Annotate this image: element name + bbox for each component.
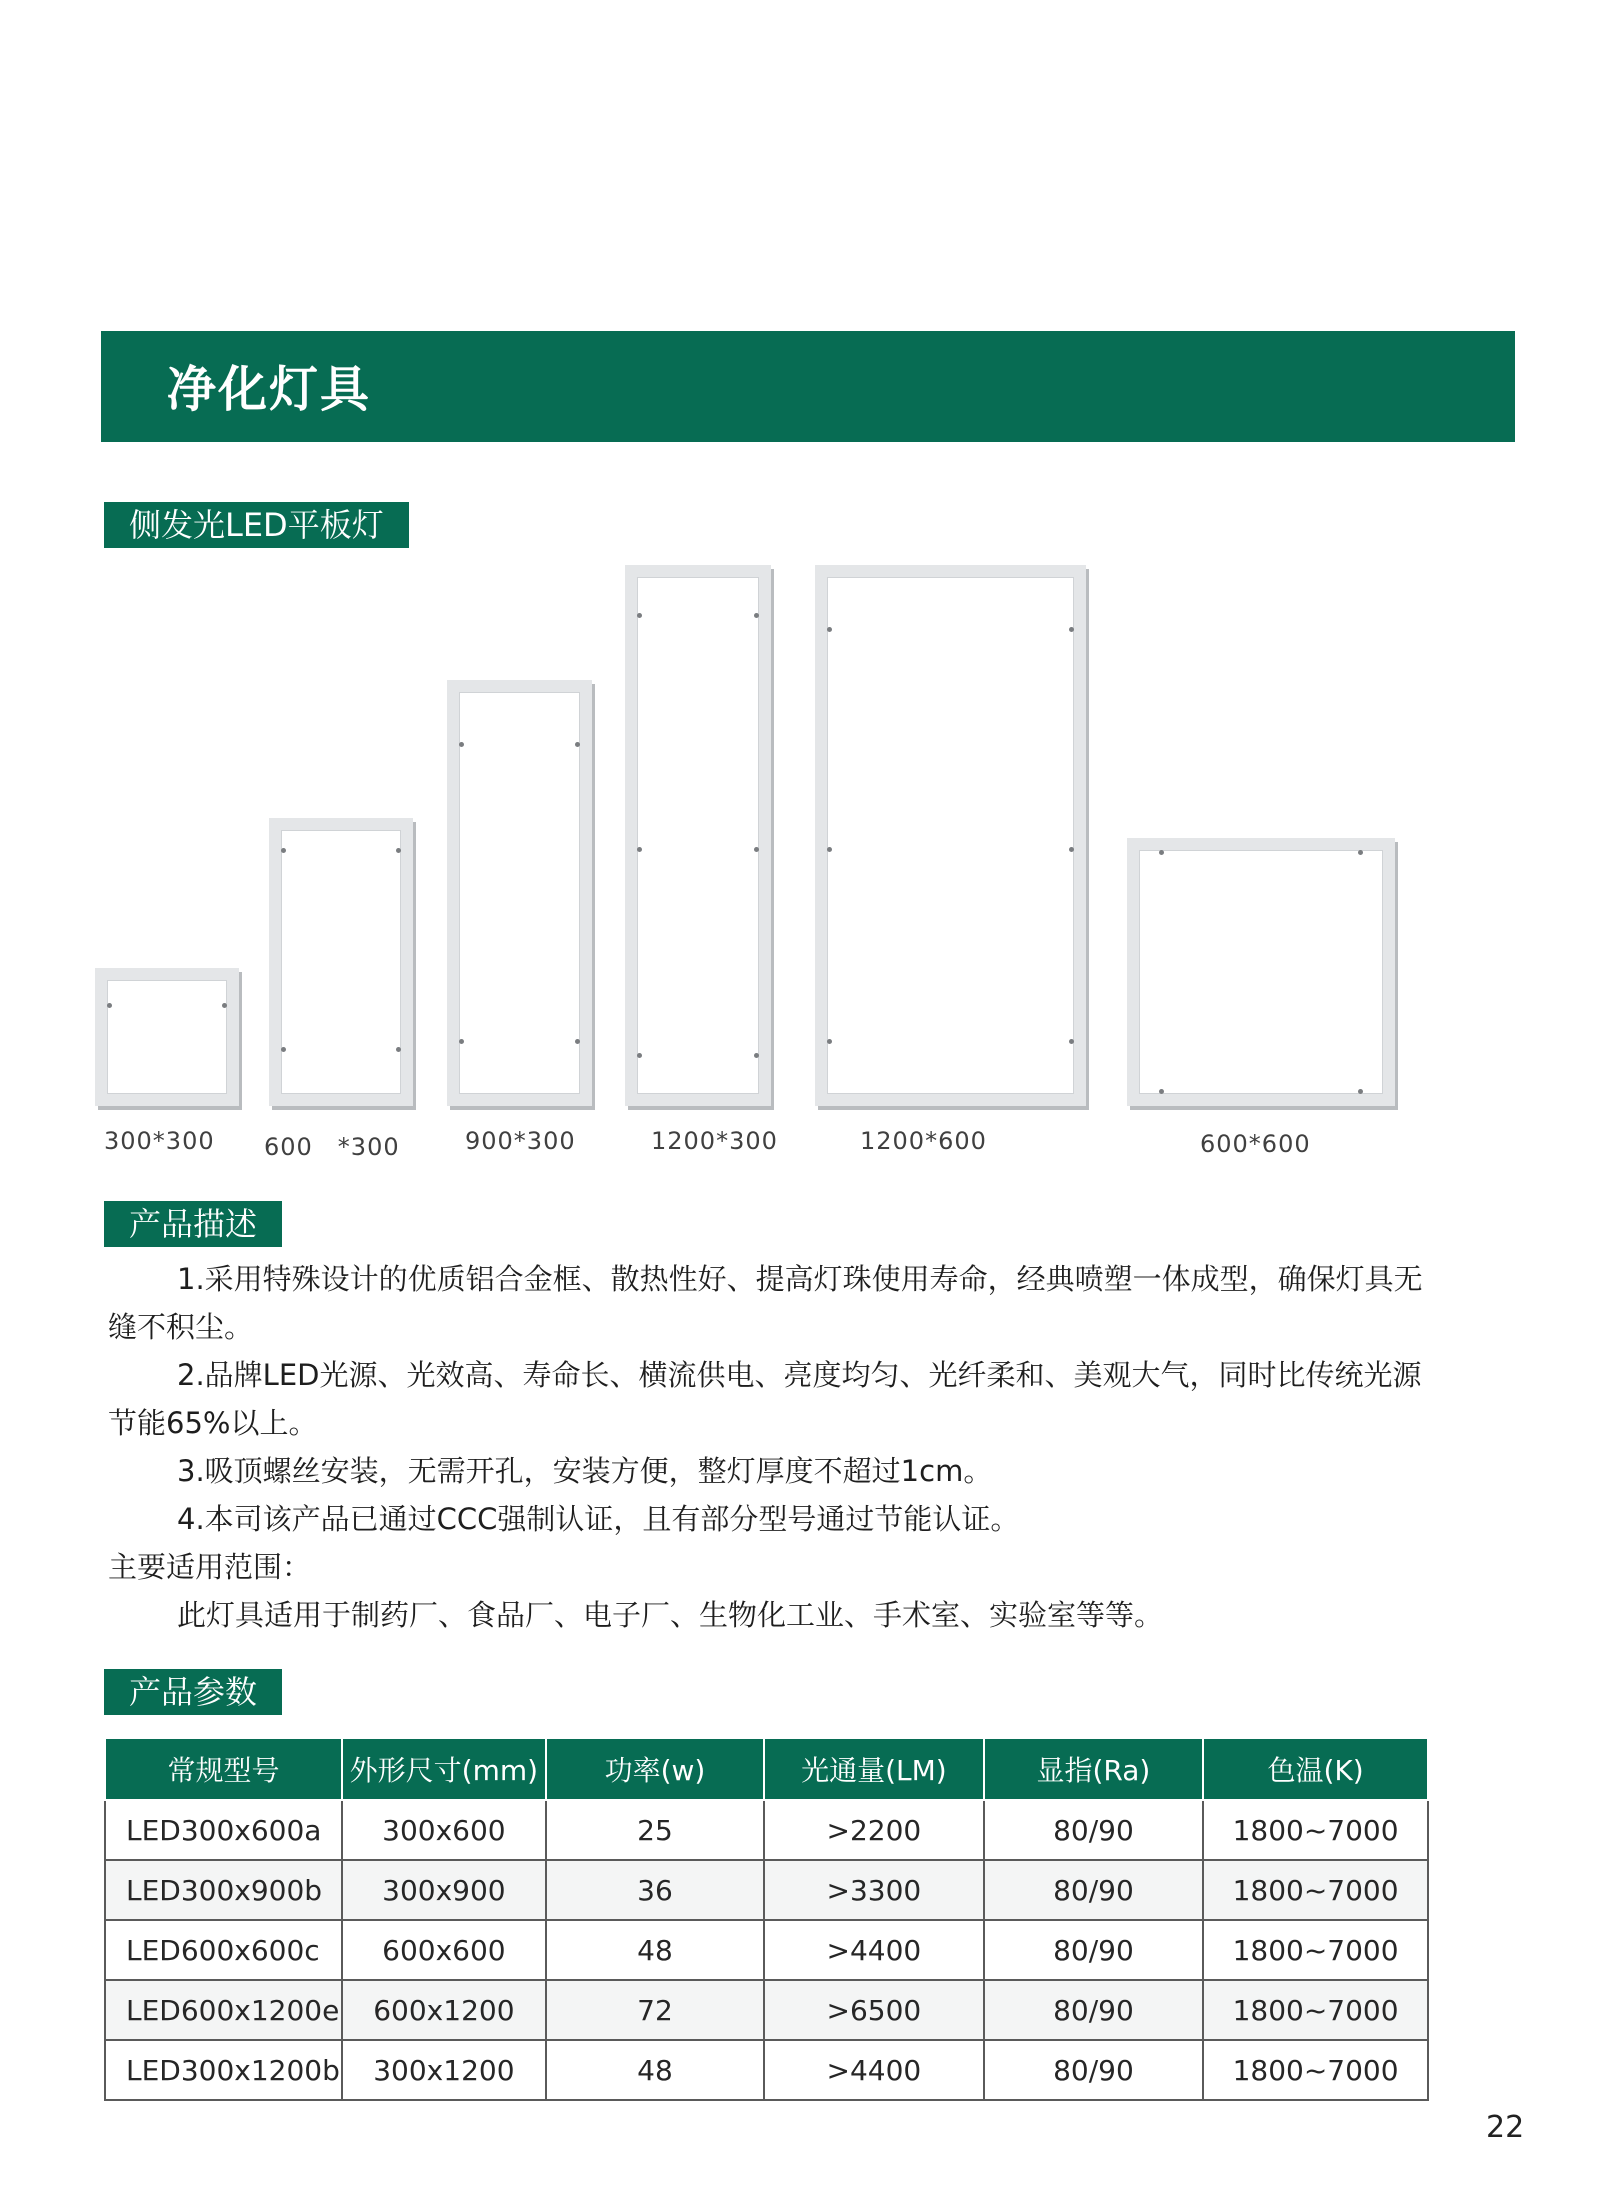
table-row (105, 1980, 1428, 2040)
panel-label-300x300: 300*300 (104, 1127, 215, 1155)
table-cell: LED300x900b (105, 1860, 342, 1920)
table-cell: 600x1200 (342, 1980, 546, 2040)
section-tag-parameters: 产品参数 (104, 1669, 282, 1715)
table-cell: 48 (546, 2040, 764, 2100)
table-cell: >2200 (764, 1800, 984, 1860)
table-cell: 1800~7000 (1203, 1980, 1428, 2040)
product-description (108, 1255, 1448, 1639)
page-number: 22 (1486, 2110, 1525, 2145)
panel-image-600x600 (1127, 838, 1395, 1106)
table-cell: 80/90 (984, 1980, 1203, 2040)
table-row (105, 1860, 1428, 1920)
description-item: 4.本司该产品已通过CCC强制认证，且有部分型号通过节能认证。 (177, 1502, 1020, 1536)
table-cell: 80/90 (984, 1860, 1203, 1920)
panel-image-600x300 (269, 818, 413, 1106)
table-cell: 80/90 (984, 1800, 1203, 1860)
section-tag-product-images: 侧发光LED平板灯 (104, 502, 409, 548)
table-cell: >4400 (764, 2040, 984, 2100)
table-cell: 72 (546, 1980, 764, 2040)
table-cell: >6500 (764, 1980, 984, 2040)
panel-image-900x300 (447, 680, 592, 1106)
column-header: 显指(Ra) (984, 1738, 1203, 1800)
panel-image-1200x300 (625, 565, 771, 1106)
scope-label: 主要适用范围： (108, 1550, 312, 1584)
panel-label-600x300: 600 *300 (264, 1133, 400, 1161)
title-banner (101, 331, 1515, 442)
section-tag-description: 产品描述 (104, 1201, 282, 1247)
column-header: 常规型号 (105, 1738, 342, 1800)
panel-label-600x600: 600*600 (1200, 1130, 1311, 1158)
table-cell: LED300x1200b (105, 2040, 342, 2100)
panel-image-300x300 (95, 968, 239, 1106)
table-cell: 1800~7000 (1203, 2040, 1428, 2100)
table-cell: LED600x1200e (105, 1980, 342, 2040)
table-cell: 300x600 (342, 1800, 546, 1860)
table-cell: 1800~7000 (1203, 1920, 1428, 1980)
table-cell: 300x1200 (342, 2040, 546, 2100)
table-cell: 1800~7000 (1203, 1860, 1428, 1920)
panel-label-900x300: 900*300 (465, 1127, 576, 1155)
table-cell: LED300x600a (105, 1800, 342, 1860)
description-item: 2.品牌LED光源、光效高、寿命长、横流供电、亮度均匀、光纤柔和、美观大气，同时比传统光源节能65%以上。 (108, 1358, 1422, 1440)
panel-image-1200x600 (815, 565, 1086, 1106)
panel-label-1200x600: 1200*600 (860, 1127, 987, 1155)
table-header-row (105, 1738, 1428, 1800)
table-cell: 1800~7000 (1203, 1800, 1428, 1860)
table-cell: 600x600 (342, 1920, 546, 1980)
column-header: 外形尺寸(mm) (342, 1738, 546, 1800)
spec-table (104, 1737, 1429, 2101)
table-row (105, 2040, 1428, 2100)
table-cell: 25 (546, 1800, 764, 1860)
table-cell: 48 (546, 1920, 764, 1980)
table-cell: 80/90 (984, 2040, 1203, 2100)
page-title: 净化灯具 (167, 361, 372, 418)
column-header: 功率(w) (546, 1738, 764, 1800)
table-cell: 80/90 (984, 1920, 1203, 1980)
table-cell: 300x900 (342, 1860, 546, 1920)
table-cell: 36 (546, 1860, 764, 1920)
table-cell: >3300 (764, 1860, 984, 1920)
table-cell: LED600x600c (105, 1920, 342, 1980)
table-cell: >4400 (764, 1920, 984, 1980)
scope-text: 此灯具适用于制药厂、食品厂、电子厂、生物化工业、手术室、实验室等等。 (177, 1598, 1164, 1632)
description-item: 3.吸顶螺丝安装，无需开孔，安装方便，整灯厚度不超过1cm。 (177, 1454, 993, 1488)
column-header: 光通量(LM) (764, 1738, 984, 1800)
description-item: 1.采用特殊设计的优质铝合金框、散热性好、提高灯珠使用寿命，经典喷塑一体成型，确保灯具无缝不积尘。 (108, 1262, 1423, 1344)
table-row (105, 1800, 1428, 1860)
column-header: 色温(K) (1203, 1738, 1428, 1800)
table-row (105, 1920, 1428, 1980)
panel-label-1200x300: 1200*300 (651, 1127, 778, 1155)
